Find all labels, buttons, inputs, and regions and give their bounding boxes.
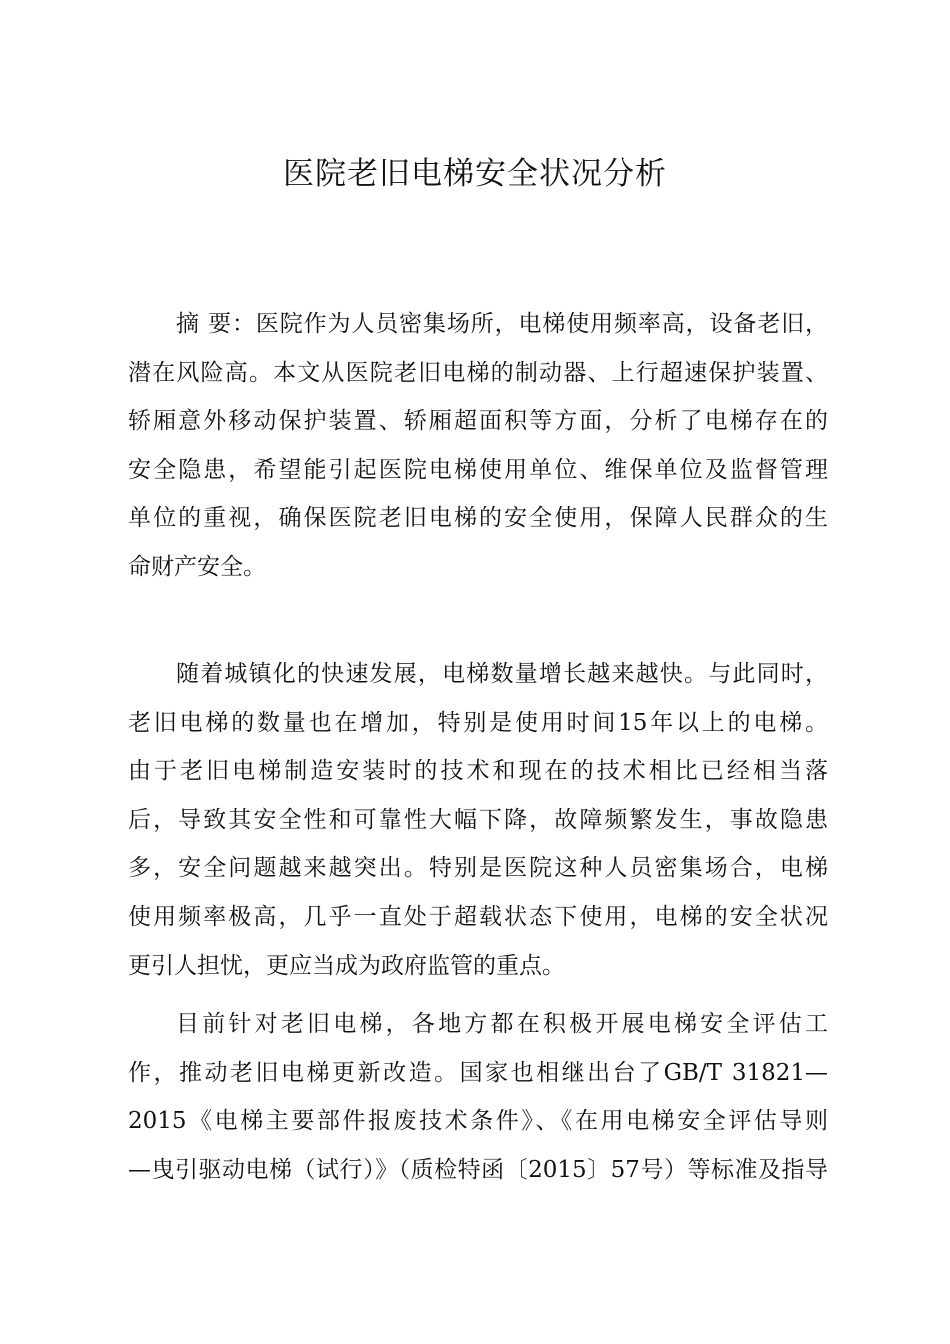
abstract-line: 潜在风险高。本文从医院老旧电梯的制动器、上行超速保护装置、	[128, 359, 828, 386]
abstract-line: 单位的重视，确保医院老旧电梯的安全使用，保障人民群众的生	[128, 505, 828, 532]
abstract-line: 轿厢意外移动保护装置、轿厢超面积等方面，分析了电梯存在的	[128, 408, 828, 435]
body-paragraph-1	[128, 650, 828, 990]
body-line: 使用频率极高，几乎一直处于超载状态下使用，电梯的安全状况	[128, 903, 828, 930]
abstract-line: 摘 要：医院作为人员密集场所，电梯使用频率高，设备老旧，	[176, 311, 828, 337]
abstract-paragraph	[128, 300, 828, 592]
body-line: 2015《电梯主要部件报废技术条件》、《在用电梯安全评估导则	[128, 1108, 828, 1135]
body-line: 目前针对老旧电梯，各地方都在积极开展电梯安全评估工	[176, 1011, 828, 1037]
body-paragraph-2	[128, 1000, 828, 1194]
body-line: 多，安全问题越来越突出。特别是医院这种人员密集场合，电梯	[128, 855, 828, 882]
body-line: 后，导致其安全性和可靠性大幅下降，故障频繁发生，事故隐患	[128, 806, 828, 833]
abstract-line: 安全隐患，希望能引起医院电梯使用单位、维保单位及监督管理	[128, 456, 828, 483]
body-line: 老旧电梯的数量也在增加，特别是使用时间15年以上的电梯。	[128, 709, 828, 736]
body-line: —曳引驱动电梯（试行）》（质检特函〔2015〕57号）等标准及指导	[128, 1156, 828, 1183]
body-line: 由于老旧电梯制造安装时的技术和现在的技术相比已经相当落	[128, 758, 828, 785]
body-line: 更引人担忧，更应当成为政府监管的重点。	[128, 952, 565, 979]
body-line: 随着城镇化的快速发展，电梯数量增长越来越快。与此同时，	[176, 661, 828, 687]
body-line: 作，推动老旧电梯更新改造。国家也相继出台了GB/T 31821—	[128, 1059, 828, 1086]
document-title: 医院老旧电梯安全状况分析	[283, 156, 667, 192]
abstract-line: 命财产安全。	[128, 553, 266, 580]
